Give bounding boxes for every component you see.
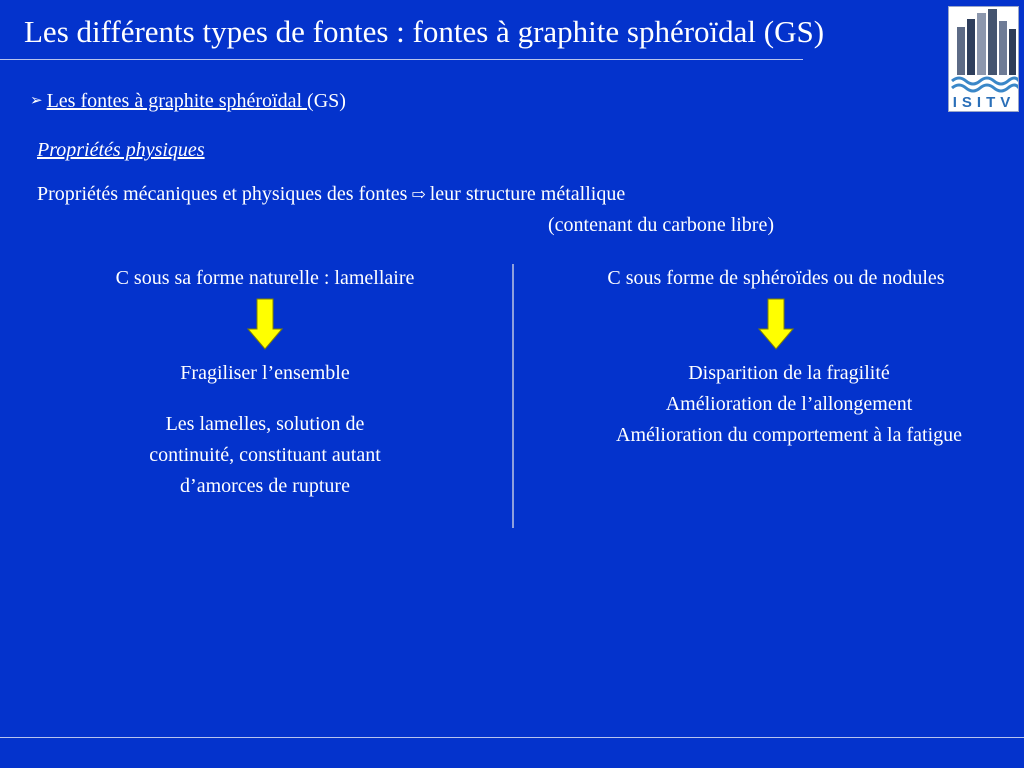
section-suffix: (GS) <box>307 90 346 112</box>
lamellar-heading: C sous sa forme naturelle : lamellaire <box>115 267 415 289</box>
explanation-line: continuité, constituant autant <box>149 444 381 466</box>
isitv-logo <box>948 6 1019 112</box>
section-bullet <box>30 88 346 116</box>
lamellar-explanation <box>90 409 440 502</box>
down-arrow-icon <box>758 298 794 350</box>
properties-result: leur structure métallique <box>429 183 626 205</box>
nodular-heading: C sous forme de sphéroïdes ou de nodules <box>607 267 945 289</box>
nodular-benefits <box>540 358 1024 451</box>
section-link-text: Les fontes à graphite sphéroïdal <box>46 90 308 112</box>
benefit-line: Amélioration du comportement à la fatigue <box>616 424 962 446</box>
subsection-title: Propriétés physiques <box>37 139 205 161</box>
logo-text: ISITV <box>952 94 1016 111</box>
explanation-line: d’amorces de rupture <box>180 475 350 497</box>
lamellar-consequence: Fragiliser l’ensemble <box>180 362 350 384</box>
benefit-line: Amélioration de l’allongement <box>665 393 913 415</box>
properties-detail: (contenant du carbone libre) <box>548 214 775 236</box>
properties-lead: Propriétés mécaniques et physiques des fontes <box>37 183 408 205</box>
benefit-line: Disparition de la fragilité <box>688 362 890 384</box>
implies-arrow-icon: ⇨ <box>411 185 426 204</box>
column-divider <box>512 264 514 528</box>
title-divider <box>0 59 803 60</box>
down-arrow-icon <box>247 298 283 350</box>
footer-divider <box>0 737 1024 738</box>
bullet-arrowhead-icon: ➢ <box>30 93 43 109</box>
explanation-line: Les lamelles, solution de <box>165 413 365 435</box>
slide-title: Les différents types de fontes : fontes à graphite sphéroïdal (GS) <box>24 14 825 49</box>
properties-line <box>37 181 625 208</box>
